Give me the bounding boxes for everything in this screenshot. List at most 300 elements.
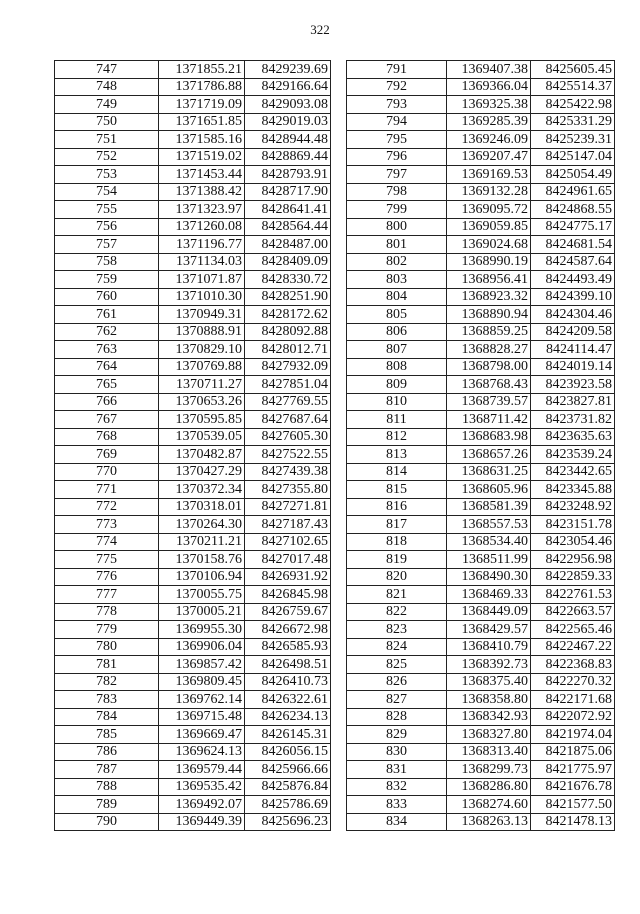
x-coordinate-cell: 1371010.30 (159, 288, 245, 306)
y-coordinate-cell: 8428717.90 (245, 183, 331, 201)
y-coordinate-cell: 8423731.82 (531, 411, 615, 429)
point-number-cell: 768 (55, 428, 159, 446)
table-row (347, 516, 615, 534)
x-coordinate-cell: 1368469.33 (447, 586, 531, 604)
y-coordinate-cell: 8428330.72 (245, 271, 331, 289)
y-coordinate-cell: 8423827.81 (531, 393, 615, 411)
y-coordinate-cell: 8424868.55 (531, 201, 615, 219)
x-coordinate-cell: 1369325.38 (447, 96, 531, 114)
table-row (55, 498, 331, 516)
y-coordinate-cell: 8422761.53 (531, 586, 615, 604)
table-row (347, 201, 615, 219)
y-coordinate-cell: 8421974.04 (531, 726, 615, 744)
table-row (347, 533, 615, 551)
x-coordinate-cell: 1369095.72 (447, 201, 531, 219)
y-coordinate-cell: 8427769.55 (245, 393, 331, 411)
x-coordinate-cell: 1368342.93 (447, 708, 531, 726)
x-coordinate-cell: 1369407.38 (447, 61, 531, 79)
x-coordinate-cell: 1369809.45 (159, 673, 245, 691)
table-row (55, 201, 331, 219)
x-coordinate-cell: 1368534.40 (447, 533, 531, 551)
point-number-cell: 826 (347, 673, 447, 691)
y-coordinate-cell: 8425876.84 (245, 778, 331, 796)
y-coordinate-cell: 8426585.93 (245, 638, 331, 656)
y-coordinate-cell: 8428564.44 (245, 218, 331, 236)
y-coordinate-cell: 8429093.08 (245, 96, 331, 114)
y-coordinate-cell: 8426931.92 (245, 568, 331, 586)
point-number-cell: 827 (347, 691, 447, 709)
x-coordinate-cell: 1368557.53 (447, 516, 531, 534)
point-number-cell: 817 (347, 516, 447, 534)
y-coordinate-cell: 8424304.46 (531, 306, 615, 324)
table-row (55, 568, 331, 586)
y-coordinate-cell: 8424681.54 (531, 236, 615, 254)
point-number-cell: 794 (347, 113, 447, 131)
x-coordinate-cell: 1370653.26 (159, 393, 245, 411)
x-coordinate-cell: 1368274.60 (447, 796, 531, 814)
table-row (55, 393, 331, 411)
x-coordinate-cell: 1369366.04 (447, 78, 531, 96)
point-number-cell: 796 (347, 148, 447, 166)
x-coordinate-cell: 1368923.32 (447, 288, 531, 306)
x-coordinate-cell: 1368392.73 (447, 656, 531, 674)
y-coordinate-cell: 8426322.61 (245, 691, 331, 709)
table-row (55, 376, 331, 394)
x-coordinate-cell: 1368683.98 (447, 428, 531, 446)
x-coordinate-cell: 1369715.48 (159, 708, 245, 726)
point-number-cell: 751 (55, 131, 159, 149)
y-coordinate-cell: 8427851.04 (245, 376, 331, 394)
y-coordinate-cell: 8426410.73 (245, 673, 331, 691)
point-number-cell: 756 (55, 218, 159, 236)
table-row (55, 271, 331, 289)
y-coordinate-cell: 8422171.68 (531, 691, 615, 709)
table-row (347, 638, 615, 656)
table-row (55, 778, 331, 796)
point-number-cell: 802 (347, 253, 447, 271)
y-coordinate-cell: 8425696.23 (245, 813, 331, 831)
table-row (55, 638, 331, 656)
y-coordinate-cell: 8425966.66 (245, 761, 331, 779)
point-number-cell: 776 (55, 568, 159, 586)
x-coordinate-cell: 1370427.29 (159, 463, 245, 481)
x-coordinate-cell: 1371260.08 (159, 218, 245, 236)
x-coordinate-cell: 1368299.73 (447, 761, 531, 779)
y-coordinate-cell: 8426759.67 (245, 603, 331, 621)
point-number-cell: 750 (55, 113, 159, 131)
table-row (347, 551, 615, 569)
point-number-cell: 793 (347, 96, 447, 114)
table-row (55, 463, 331, 481)
x-coordinate-cell: 1370888.91 (159, 323, 245, 341)
table-row (347, 761, 615, 779)
point-number-cell: 819 (347, 551, 447, 569)
table-row (347, 568, 615, 586)
table-row (55, 166, 331, 184)
point-number-cell: 786 (55, 743, 159, 761)
point-number-cell: 780 (55, 638, 159, 656)
x-coordinate-cell: 1370372.34 (159, 481, 245, 499)
y-coordinate-cell: 8428793.91 (245, 166, 331, 184)
point-number-cell: 824 (347, 638, 447, 656)
point-number-cell: 803 (347, 271, 447, 289)
point-number-cell: 804 (347, 288, 447, 306)
y-coordinate-cell: 8423054.46 (531, 533, 615, 551)
x-coordinate-cell: 1368429.57 (447, 621, 531, 639)
y-coordinate-cell: 8428641.41 (245, 201, 331, 219)
table-row (347, 323, 615, 341)
x-coordinate-cell: 1369669.47 (159, 726, 245, 744)
x-coordinate-cell: 1368490.30 (447, 568, 531, 586)
point-number-cell: 767 (55, 411, 159, 429)
x-coordinate-cell: 1369207.47 (447, 148, 531, 166)
x-coordinate-cell: 1368990.19 (447, 253, 531, 271)
x-coordinate-cell: 1368890.94 (447, 306, 531, 324)
x-coordinate-cell: 1368286.80 (447, 778, 531, 796)
point-number-cell: 829 (347, 726, 447, 744)
table-row (347, 96, 615, 114)
y-coordinate-cell: 8423635.63 (531, 428, 615, 446)
y-coordinate-cell: 8425514.37 (531, 78, 615, 96)
table-row (55, 533, 331, 551)
y-coordinate-cell: 8426234.13 (245, 708, 331, 726)
x-coordinate-cell: 1369024.68 (447, 236, 531, 254)
table-row (55, 253, 331, 271)
table-row (55, 743, 331, 761)
x-coordinate-cell: 1370711.27 (159, 376, 245, 394)
y-coordinate-cell: 8427187.43 (245, 516, 331, 534)
x-coordinate-cell: 1369762.14 (159, 691, 245, 709)
table-row (55, 341, 331, 359)
page-number: 322 (310, 22, 330, 37)
x-coordinate-cell: 1369246.09 (447, 131, 531, 149)
y-coordinate-cell: 8424399.10 (531, 288, 615, 306)
y-coordinate-cell: 8423151.78 (531, 516, 615, 534)
y-coordinate-cell: 8425239.31 (531, 131, 615, 149)
x-coordinate-cell: 1368410.79 (447, 638, 531, 656)
table-row (55, 761, 331, 779)
x-coordinate-cell: 1370264.30 (159, 516, 245, 534)
y-coordinate-cell: 8423248.92 (531, 498, 615, 516)
table-row (55, 796, 331, 814)
point-number-cell: 807 (347, 341, 447, 359)
table-row (55, 673, 331, 691)
x-coordinate-cell: 1369169.53 (447, 166, 531, 184)
y-coordinate-cell: 8424961.65 (531, 183, 615, 201)
x-coordinate-cell: 1368511.99 (447, 551, 531, 569)
table-row (55, 131, 331, 149)
point-number-cell: 769 (55, 446, 159, 464)
point-number-cell: 809 (347, 376, 447, 394)
table-row (347, 78, 615, 96)
point-number-cell: 801 (347, 236, 447, 254)
table-row (55, 428, 331, 446)
point-number-cell: 818 (347, 533, 447, 551)
y-coordinate-cell: 8422956.98 (531, 551, 615, 569)
x-coordinate-cell: 1369059.85 (447, 218, 531, 236)
y-coordinate-cell: 8428409.09 (245, 253, 331, 271)
table-row (347, 271, 615, 289)
y-coordinate-cell: 8428869.44 (245, 148, 331, 166)
table-row (347, 253, 615, 271)
table-row (347, 726, 615, 744)
point-number-cell: 752 (55, 148, 159, 166)
coordinate-table-left (54, 60, 331, 831)
y-coordinate-cell: 8424019.14 (531, 358, 615, 376)
y-coordinate-cell: 8427271.81 (245, 498, 331, 516)
y-coordinate-cell: 8424209.58 (531, 323, 615, 341)
point-number-cell: 782 (55, 673, 159, 691)
point-number-cell: 823 (347, 621, 447, 639)
table-row (347, 148, 615, 166)
point-number-cell: 775 (55, 551, 159, 569)
x-coordinate-cell: 1371651.85 (159, 113, 245, 131)
point-number-cell: 821 (347, 586, 447, 604)
point-number-cell: 766 (55, 393, 159, 411)
y-coordinate-cell: 8427355.80 (245, 481, 331, 499)
point-number-cell: 788 (55, 778, 159, 796)
point-number-cell: 813 (347, 446, 447, 464)
y-coordinate-cell: 8428251.90 (245, 288, 331, 306)
x-coordinate-cell: 1368739.57 (447, 393, 531, 411)
point-number-cell: 765 (55, 376, 159, 394)
x-coordinate-cell: 1369579.44 (159, 761, 245, 779)
x-coordinate-cell: 1370949.31 (159, 306, 245, 324)
point-number-cell: 747 (55, 61, 159, 79)
y-coordinate-cell: 8428487.00 (245, 236, 331, 254)
table-row (347, 166, 615, 184)
table-row (347, 603, 615, 621)
table-row (55, 358, 331, 376)
point-number-cell: 772 (55, 498, 159, 516)
coordinate-table-right (346, 60, 615, 831)
point-number-cell: 816 (347, 498, 447, 516)
x-coordinate-cell: 1370055.75 (159, 586, 245, 604)
point-number-cell: 805 (347, 306, 447, 324)
table-row (55, 446, 331, 464)
point-number-cell: 771 (55, 481, 159, 499)
table-row (347, 778, 615, 796)
x-coordinate-cell: 1368581.39 (447, 498, 531, 516)
x-coordinate-cell: 1369285.39 (447, 113, 531, 131)
y-coordinate-cell: 8428012.71 (245, 341, 331, 359)
y-coordinate-cell: 8425605.45 (531, 61, 615, 79)
y-coordinate-cell: 8429019.03 (245, 113, 331, 131)
x-coordinate-cell: 1368605.96 (447, 481, 531, 499)
point-number-cell: 759 (55, 271, 159, 289)
point-number-cell: 831 (347, 761, 447, 779)
y-coordinate-cell: 8426145.31 (245, 726, 331, 744)
table-row (347, 358, 615, 376)
point-number-cell: 760 (55, 288, 159, 306)
y-coordinate-cell: 8427439.38 (245, 463, 331, 481)
x-coordinate-cell: 1370769.88 (159, 358, 245, 376)
table-row (55, 78, 331, 96)
point-number-cell: 762 (55, 323, 159, 341)
x-coordinate-cell: 1370482.87 (159, 446, 245, 464)
point-number-cell: 761 (55, 306, 159, 324)
table-row (347, 813, 615, 831)
x-coordinate-cell: 1368956.41 (447, 271, 531, 289)
point-number-cell: 792 (347, 78, 447, 96)
point-number-cell: 783 (55, 691, 159, 709)
x-coordinate-cell: 1370318.01 (159, 498, 245, 516)
y-coordinate-cell: 8429166.64 (245, 78, 331, 96)
y-coordinate-cell: 8425786.69 (245, 796, 331, 814)
table-row (347, 446, 615, 464)
x-coordinate-cell: 1369449.39 (159, 813, 245, 831)
y-coordinate-cell: 8426845.98 (245, 586, 331, 604)
x-coordinate-cell: 1368711.42 (447, 411, 531, 429)
y-coordinate-cell: 8421577.50 (531, 796, 615, 814)
table-row (55, 621, 331, 639)
table-row (347, 131, 615, 149)
x-coordinate-cell: 1369906.04 (159, 638, 245, 656)
point-number-cell: 754 (55, 183, 159, 201)
x-coordinate-cell: 1371719.09 (159, 96, 245, 114)
x-coordinate-cell: 1371323.97 (159, 201, 245, 219)
table-row (347, 236, 615, 254)
x-coordinate-cell: 1368828.27 (447, 341, 531, 359)
table-row (347, 498, 615, 516)
x-coordinate-cell: 1371196.77 (159, 236, 245, 254)
table-row (55, 708, 331, 726)
table-row (347, 708, 615, 726)
y-coordinate-cell: 8424493.49 (531, 271, 615, 289)
table-row (55, 551, 331, 569)
x-coordinate-cell: 1369955.30 (159, 621, 245, 639)
table-row (347, 743, 615, 761)
y-coordinate-cell: 8423923.58 (531, 376, 615, 394)
point-number-cell: 789 (55, 796, 159, 814)
x-coordinate-cell: 1368358.80 (447, 691, 531, 709)
y-coordinate-cell: 8425147.04 (531, 148, 615, 166)
table-row (55, 726, 331, 744)
x-coordinate-cell: 1370158.76 (159, 551, 245, 569)
point-number-cell: 830 (347, 743, 447, 761)
y-coordinate-cell: 8422663.57 (531, 603, 615, 621)
table-row (347, 341, 615, 359)
point-number-cell: 828 (347, 708, 447, 726)
y-coordinate-cell: 8421676.78 (531, 778, 615, 796)
table-row (347, 796, 615, 814)
point-number-cell: 799 (347, 201, 447, 219)
point-number-cell: 812 (347, 428, 447, 446)
table-row (347, 463, 615, 481)
x-coordinate-cell: 1368375.40 (447, 673, 531, 691)
point-number-cell: 763 (55, 341, 159, 359)
point-number-cell: 798 (347, 183, 447, 201)
y-coordinate-cell: 8423345.88 (531, 481, 615, 499)
x-coordinate-cell: 1371786.88 (159, 78, 245, 96)
point-number-cell: 800 (347, 218, 447, 236)
point-number-cell: 777 (55, 586, 159, 604)
x-coordinate-cell: 1368449.09 (447, 603, 531, 621)
point-number-cell: 820 (347, 568, 447, 586)
y-coordinate-cell: 8422072.92 (531, 708, 615, 726)
x-coordinate-cell: 1370829.10 (159, 341, 245, 359)
x-coordinate-cell: 1371071.87 (159, 271, 245, 289)
point-number-cell: 758 (55, 253, 159, 271)
point-number-cell: 748 (55, 78, 159, 96)
table-row (55, 183, 331, 201)
table-row (347, 673, 615, 691)
point-number-cell: 833 (347, 796, 447, 814)
table-row (55, 306, 331, 324)
x-coordinate-cell: 1369535.42 (159, 778, 245, 796)
table-row (55, 656, 331, 674)
point-number-cell: 784 (55, 708, 159, 726)
table-row (55, 323, 331, 341)
table-row (55, 586, 331, 604)
x-coordinate-cell: 1370539.05 (159, 428, 245, 446)
x-coordinate-cell: 1370595.85 (159, 411, 245, 429)
table-row (55, 61, 331, 79)
point-number-cell: 832 (347, 778, 447, 796)
x-coordinate-cell: 1371585.16 (159, 131, 245, 149)
y-coordinate-cell: 8427522.55 (245, 446, 331, 464)
table-row (347, 656, 615, 674)
point-number-cell: 825 (347, 656, 447, 674)
x-coordinate-cell: 1370106.94 (159, 568, 245, 586)
table-row (55, 148, 331, 166)
y-coordinate-cell: 8427605.30 (245, 428, 331, 446)
point-number-cell: 757 (55, 236, 159, 254)
y-coordinate-cell: 8423539.24 (531, 446, 615, 464)
y-coordinate-cell: 8426498.51 (245, 656, 331, 674)
point-number-cell: 774 (55, 533, 159, 551)
point-number-cell: 778 (55, 603, 159, 621)
point-number-cell: 808 (347, 358, 447, 376)
x-coordinate-cell: 1368657.26 (447, 446, 531, 464)
y-coordinate-cell: 8421478.13 (531, 813, 615, 831)
table-row (347, 481, 615, 499)
point-number-cell: 787 (55, 761, 159, 779)
point-number-cell: 781 (55, 656, 159, 674)
point-number-cell: 815 (347, 481, 447, 499)
point-number-cell: 753 (55, 166, 159, 184)
y-coordinate-cell: 8422368.83 (531, 656, 615, 674)
x-coordinate-cell: 1370005.21 (159, 603, 245, 621)
y-coordinate-cell: 8428944.48 (245, 131, 331, 149)
table-row (347, 376, 615, 394)
point-number-cell: 764 (55, 358, 159, 376)
table-row (347, 183, 615, 201)
table-row (347, 411, 615, 429)
point-number-cell: 814 (347, 463, 447, 481)
point-number-cell: 797 (347, 166, 447, 184)
y-coordinate-cell: 8425422.98 (531, 96, 615, 114)
x-coordinate-cell: 1368631.25 (447, 463, 531, 481)
y-coordinate-cell: 8422467.22 (531, 638, 615, 656)
y-coordinate-cell: 8427102.65 (245, 533, 331, 551)
x-coordinate-cell: 1368859.25 (447, 323, 531, 341)
y-coordinate-cell: 8428092.88 (245, 323, 331, 341)
y-coordinate-cell: 8424114.47 (531, 341, 615, 359)
x-coordinate-cell: 1369624.13 (159, 743, 245, 761)
table-row (55, 813, 331, 831)
y-coordinate-cell: 8429239.69 (245, 61, 331, 79)
x-coordinate-cell: 1370211.21 (159, 533, 245, 551)
point-number-cell: 810 (347, 393, 447, 411)
table-row (55, 96, 331, 114)
x-coordinate-cell: 1369857.42 (159, 656, 245, 674)
table-row (347, 621, 615, 639)
table-row (347, 691, 615, 709)
x-coordinate-cell: 1371134.03 (159, 253, 245, 271)
point-number-cell: 779 (55, 621, 159, 639)
y-coordinate-cell: 8425331.29 (531, 113, 615, 131)
